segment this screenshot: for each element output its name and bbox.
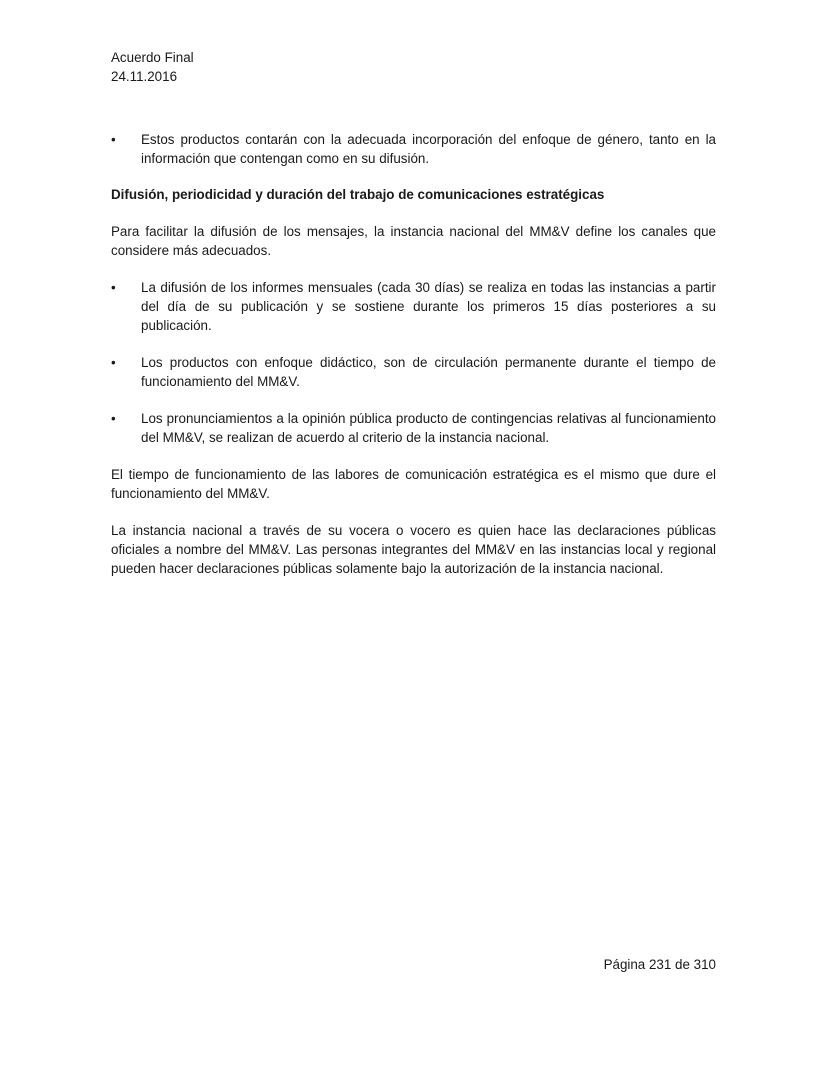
document-title: Acuerdo Final xyxy=(111,50,194,65)
bullet-icon: • xyxy=(111,355,116,370)
bullet-item-didactic-products xyxy=(111,353,716,391)
bullet-icon: • xyxy=(111,411,116,426)
paragraph-channels: Para facilitar la difusión de los mensajes, la instancia nacional del MM&V define los canales que considere más adecuados. xyxy=(111,224,716,258)
bullet-item-public-statements xyxy=(111,409,716,447)
paragraph-spokesperson: La instancia nacional a través de su vocera o vocero es quien hace las declaraciones públicas oficiales a nombre del MM&V. Las personas integrantes del MM&V en las instancias local y regional pueden hacer declaraciones públicas solamente bajo la autorización de la instancia nacional. xyxy=(111,523,716,576)
section-heading: Difusión, periodicidad y duración del trabajo de comunicaciones estratégicas xyxy=(111,187,605,202)
bullet-text: La difusión de los informes mensuales (cada 30 días) se realiza en todas las instancias a partir del día de su publicación y se sostiene durante los primeros 15 días posteriores a su publicación. xyxy=(141,280,716,333)
page-content xyxy=(111,130,716,578)
bullet-text: Los pronunciamientos a la opinión pública producto de contingencias relativas al funcionamiento del MM&V, se realizan de acuerdo al criterio de la instancia nacional. xyxy=(141,411,716,445)
bullet-item-monthly-reports xyxy=(111,278,716,335)
bullet-text: Los productos con enfoque didáctico, son de circulación permanente durante el tiempo de funcionamiento del MM&V. xyxy=(141,355,716,389)
page-header xyxy=(111,48,511,86)
bullet-text: Estos productos contarán con la adecuada incorporación del enfoque de género, tanto en la información que contengan como en su difusión. xyxy=(141,132,716,166)
bullet-icon: • xyxy=(111,280,116,295)
paragraph-duration: El tiempo de funcionamiento de las labores de comunicación estratégica es el mismo que dure el funcionamiento del MM&V. xyxy=(111,467,716,501)
bullet-item-gender-focus xyxy=(111,130,716,168)
document-date: 24.11.2016 xyxy=(111,69,178,84)
bullet-icon: • xyxy=(111,132,116,147)
page-number: Página 231 de 310 xyxy=(603,957,716,972)
